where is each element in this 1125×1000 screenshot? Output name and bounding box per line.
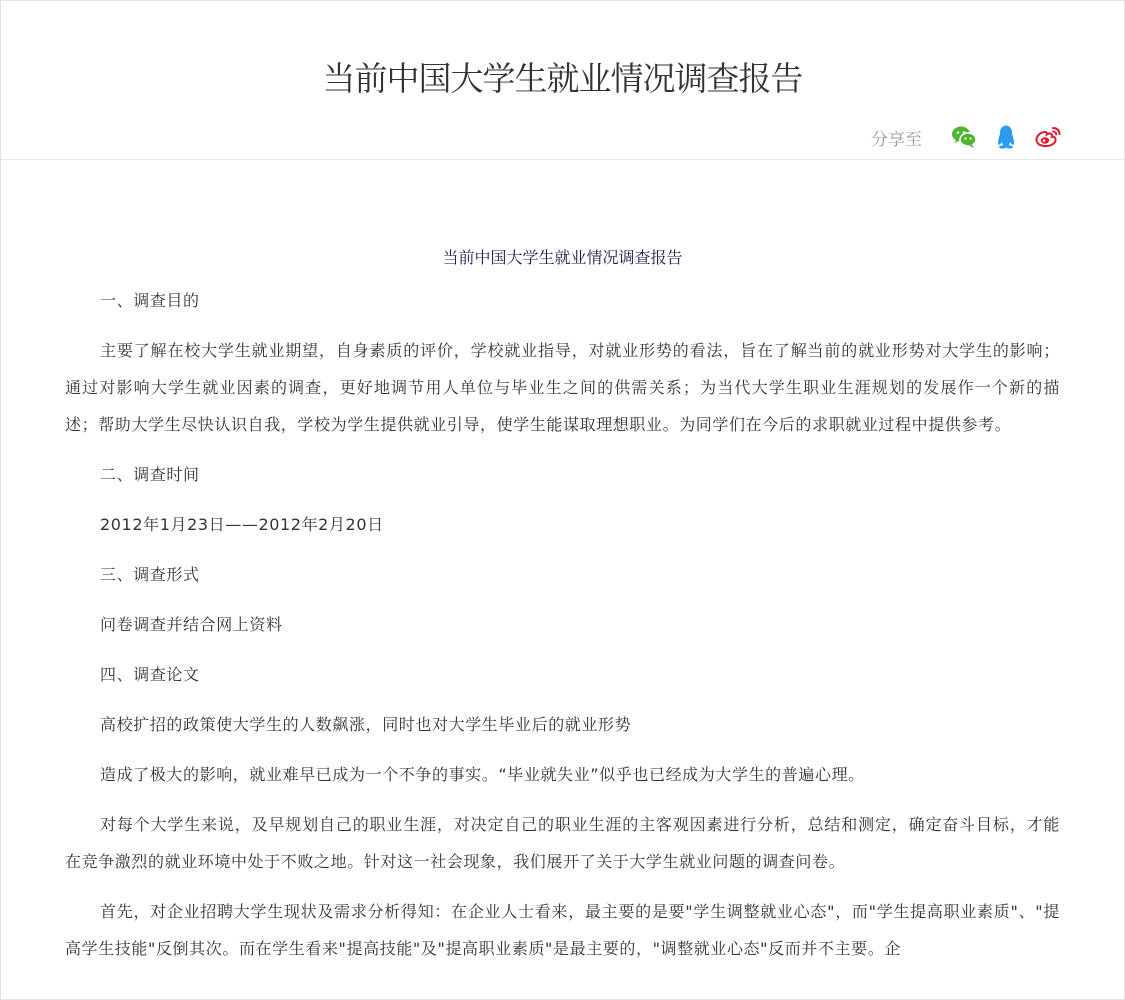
paragraph-thesis-4: 首先，对企业招聘大学生现状及需求分析得知：在企业人士看来，最主要的是要"学生调整就业心态"，而"学生提高职业素质"、"提高学生技能"反倒其次。而在学生看来"提高技能"及"提高职业素质"是最主要的，"调整就业心态"反而并不主要。企 bbox=[65, 902, 1060, 958]
page-title: 当前中国大学生就业情况调查报告 bbox=[322, 59, 803, 98]
paragraph-time: 2012年1月23日——2012年2月20日 bbox=[100, 515, 384, 534]
wechat-icon[interactable] bbox=[950, 123, 978, 151]
share-bar bbox=[871, 123, 1062, 151]
heading-thesis: 四、调查论文 bbox=[100, 665, 200, 684]
heading-purpose: 一、调查目的 bbox=[100, 291, 200, 310]
page-header bbox=[1, 1, 1124, 160]
weibo-icon[interactable] bbox=[1034, 123, 1062, 151]
heading-form: 三、调查形式 bbox=[100, 565, 200, 584]
paragraph-thesis-1: 高校扩招的政策使大学生的人数飙涨，同时也对大学生毕业后的就业形势 bbox=[100, 715, 632, 734]
qq-icon[interactable] bbox=[992, 123, 1020, 151]
heading-time: 二、调查时间 bbox=[100, 465, 200, 484]
paragraph-purpose: 主要了解在校大学生就业期望，自身素质的评价，学校就业指导，对就业形势的看法，旨在了解当前的就业形势对大学生的影响；通过对影响大学生就业因素的调查，更好地调节用人单位与毕业生之间的供需关系；为当代大学生职业生涯规划的发展作一个新的描述；帮助大学生尽快认识自我，学校为学生提供就业引导，使学生能谋取理想职业。为同学们在今后的求职就业过程中提供参考。 bbox=[65, 341, 1060, 434]
paragraph-form: 问卷调查并结合网上资料 bbox=[100, 615, 283, 634]
article-body bbox=[1, 247, 1124, 967]
article-title: 当前中国大学生就业情况调查报告 bbox=[442, 248, 683, 267]
share-label: 分享至 bbox=[871, 129, 922, 150]
paragraph-thesis-3: 对每个大学生来说，及早规划自己的职业生涯，对决定自己的职业生涯的主客观因素进行分析，总结和测定，确定奋斗目标，才能在竞争激烈的就业环境中处于不败之地。针对这一社会现象，我们展开了关于大学生就业问题的调查问卷。 bbox=[65, 815, 1060, 871]
paragraph-thesis-2: 造成了极大的影响，就业难早已成为一个不争的事实。“毕业就失业”似乎也已经成为大学生的普遍心理。 bbox=[100, 765, 865, 784]
